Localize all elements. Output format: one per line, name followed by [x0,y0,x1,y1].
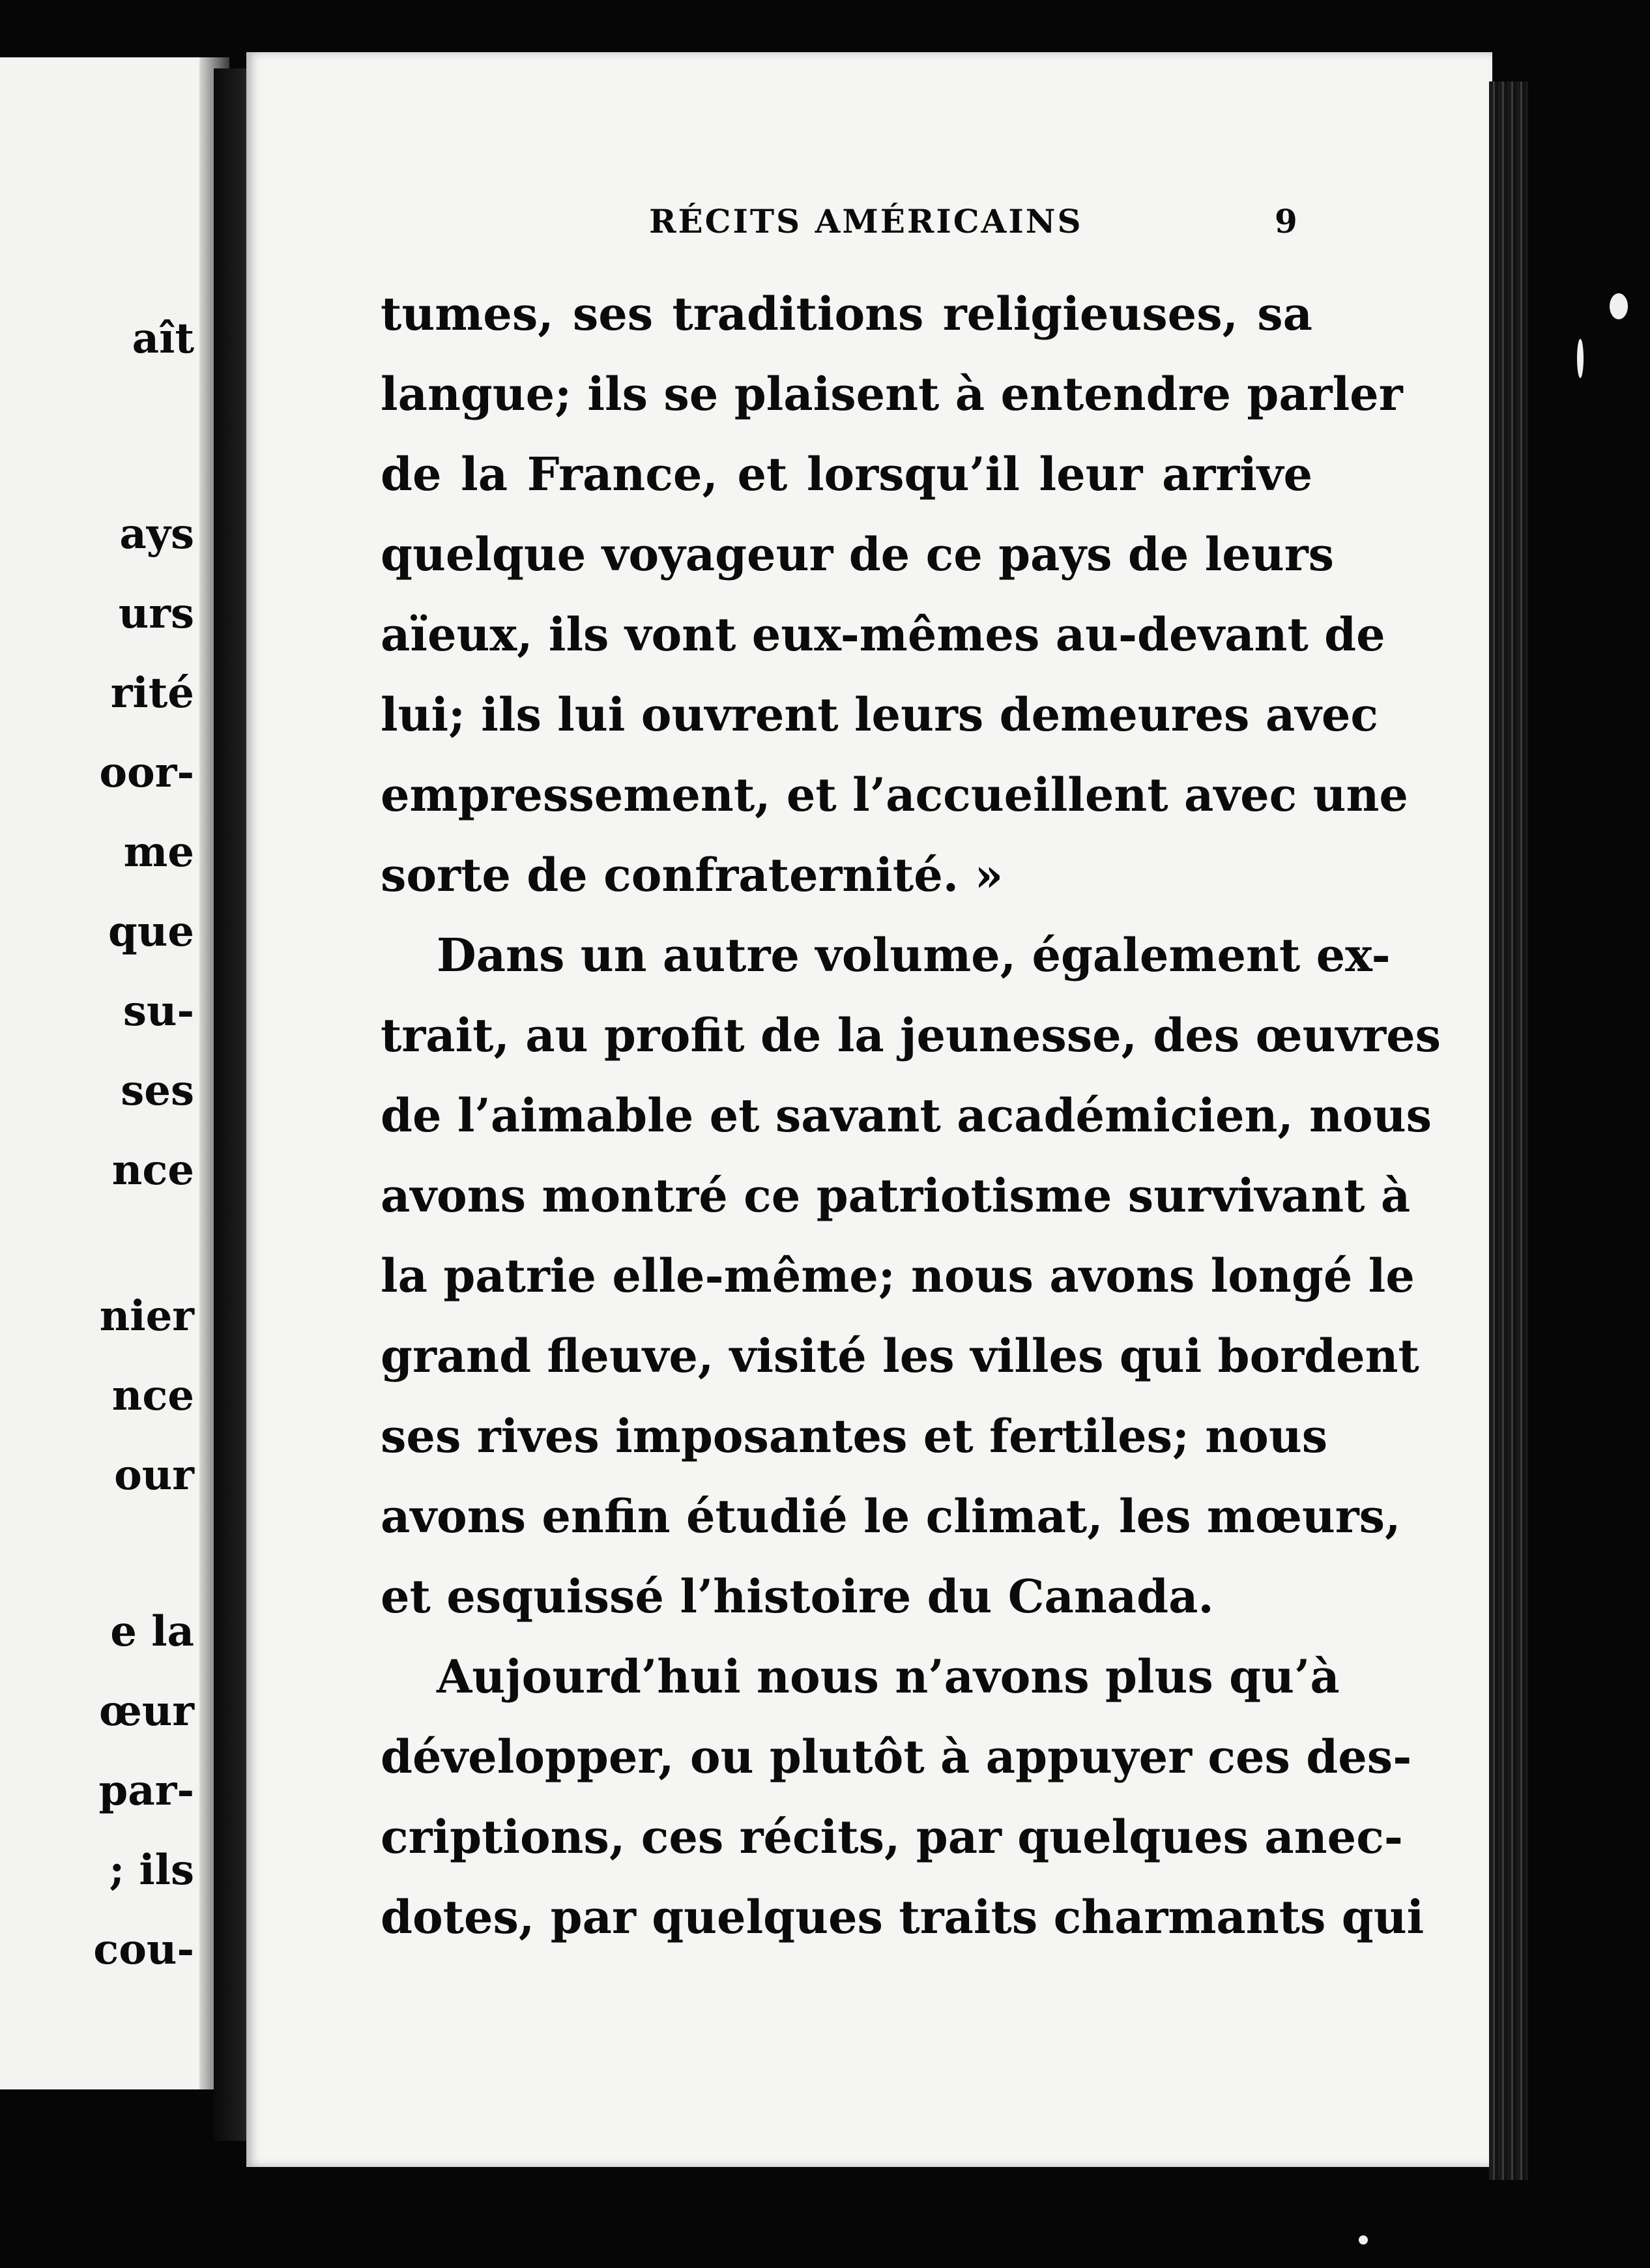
left-page-fragment: ays [119,510,194,559]
text-line: trait, au profit de la jeunesse, des œuvres [381,1008,1441,1062]
text-line: empressement, et l’accueillent avec une [381,768,1408,822]
left-page-fragment: nce [111,1371,194,1420]
scan-speck [1577,339,1584,378]
page-edges [1489,81,1528,2180]
scan-speck [1610,293,1628,319]
text-line: ses rives imposantes et fertiles; nous [381,1409,1328,1463]
left-page-fragment: nier [99,1292,194,1341]
text-line: Aujourd’hui nous n’avons plus qu’à [437,1650,1340,1704]
body-text [381,274,1441,1957]
text-line: dotes, par quelques traits charmants qui [381,1890,1425,1944]
text-line: de la France, et lorsqu’il leur arrive [381,447,1312,501]
left-page-fragment: su- [123,987,194,1036]
left-page-fragment: our [114,1451,194,1500]
left-page-fragment: ses [121,1066,194,1115]
text-line: grand fleuve, visité les villes qui bordent [381,1329,1419,1383]
left-page-fragment: me [123,828,194,877]
text-line: langue; ils se plaisent à entendre parler [381,367,1403,421]
text-line: avons montré ce patriotisme survivant à [381,1169,1411,1223]
text-line: lui; ils lui ouvrent leurs demeures avec [381,688,1379,742]
left-page-fragment: oor- [99,748,194,797]
left-page-fragment: rité [110,669,194,718]
text-line: criptions, ces récits, par quelques anec- [381,1810,1403,1864]
text-line: développer, ou plutôt à appuyer ces des- [381,1730,1412,1784]
page-number: 9 [1275,202,1297,240]
previous-page [0,57,229,2089]
text-line: quelque voyageur de ce pays de leurs [381,527,1335,581]
left-page-fragment: nce [111,1146,194,1195]
text-line: la patrie elle-même; nous avons longé le [381,1249,1415,1303]
left-page-fragment: par- [98,1766,194,1815]
left-page-fragment: que [108,907,194,956]
text-line: de l’aimable et savant académicien, nous [381,1088,1432,1142]
text-line: Dans un autre volume, également ex- [437,928,1391,982]
scan-speck [1359,2235,1368,2245]
left-page-fragment: ; ils [109,1846,194,1895]
text-line: tumes, ses traditions religieuses, sa [381,287,1312,341]
left-page-fragment: cou- [93,1925,194,1974]
text-line: avons enfin étudié le climat, les mœurs, [381,1489,1401,1543]
left-page-fragment: œur [98,1687,194,1736]
left-page-fragment: e la [110,1607,194,1656]
left-page-fragment: urs [118,589,194,638]
text-line: sorte de confraternité. » [381,848,1004,902]
text-line: et esquissé l’histoire du Canada. [381,1569,1214,1623]
text-line: aïeux, ils vont eux-mêmes au-devant de [381,607,1385,662]
left-page-fragment: aît [132,314,194,363]
running-head: RÉCITS AMÉRICAINS [649,202,1083,240]
